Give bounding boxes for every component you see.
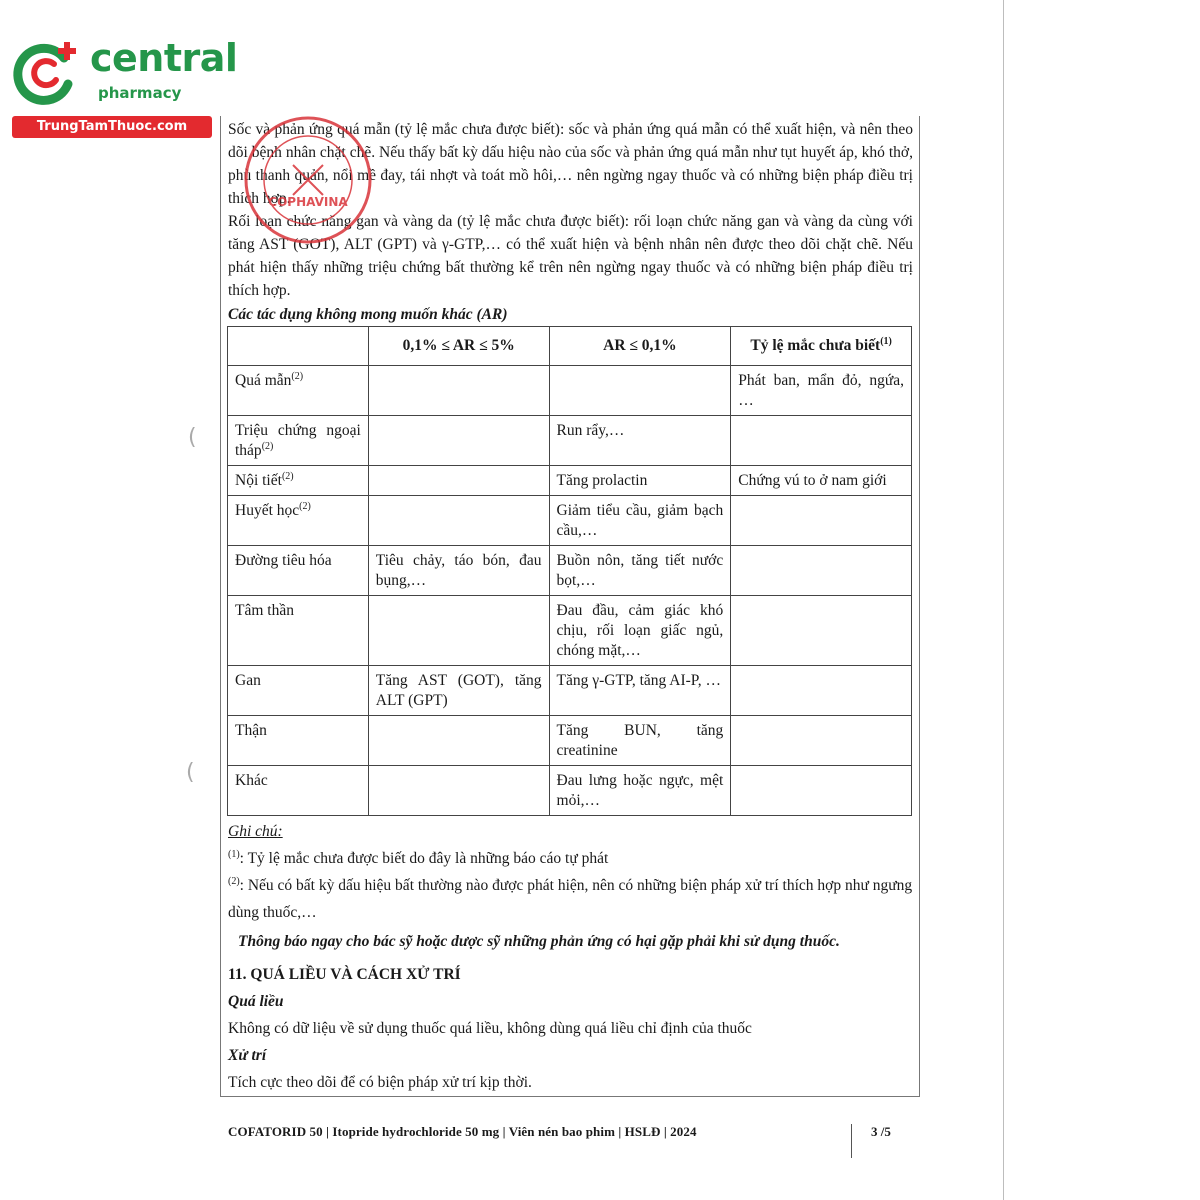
page-number: 3 /5 xyxy=(871,1124,891,1139)
cell-c1 xyxy=(368,466,549,496)
cell-c1 xyxy=(368,596,549,666)
note-1-ref: (1) xyxy=(228,848,240,860)
table-row xyxy=(228,496,912,546)
row-label-text: Nội tiết xyxy=(235,472,282,489)
header-empty xyxy=(228,327,369,366)
cell-c2: Tăng prolactin xyxy=(549,466,731,496)
adverse-reactions-table xyxy=(227,326,912,816)
row-label xyxy=(228,596,369,666)
footer-divider xyxy=(851,1124,852,1158)
row-label-text: Quá mẫn xyxy=(235,372,292,389)
table-row xyxy=(228,466,912,496)
row-label xyxy=(228,766,369,816)
ar-subheading: Các tác dụng không mong muốn khác (AR) xyxy=(228,306,508,323)
table-row xyxy=(228,546,912,596)
table-row xyxy=(228,716,912,766)
row-label xyxy=(228,466,369,496)
company-stamp xyxy=(238,110,378,250)
notes-title: Ghi chú: xyxy=(228,823,283,840)
cell-c2: Buồn nôn, tăng tiết nước bọt,… xyxy=(549,546,731,596)
row-label-text: Triệu chứng ngoại tháp xyxy=(235,422,361,459)
cell-c2 xyxy=(549,366,731,416)
row-label-text: Khác xyxy=(235,772,268,789)
footnote-ref: (2) xyxy=(299,500,311,512)
central-pharmacy-logo-icon xyxy=(12,40,80,108)
cell-c3 xyxy=(731,496,912,546)
overdose-text: Không có dữ liệu về sử dụng thuốc quá liều, không dùng quá liều chỉ định của thuốc xyxy=(228,1020,752,1037)
overdose-heading: Quá liều xyxy=(228,993,284,1010)
document-footer: COFATORID 50 | Itopride hydrochloride 50 mg | Viên nén bao phim | HSLĐ | 2024 xyxy=(228,1124,697,1139)
footnote-ref: (2) xyxy=(281,470,294,482)
binder-hole-icon: ( xyxy=(188,425,197,450)
header-ar-common: 0,1% ≤ AR ≤ 5% xyxy=(368,327,549,366)
table-row xyxy=(228,596,912,666)
notes-section xyxy=(228,818,913,1096)
row-label xyxy=(228,496,369,546)
note-2-ref: (2) xyxy=(228,875,240,887)
warning-text: Thông báo ngay cho bác sỹ hoặc dược sỹ những phản ứng có hại gặp phải khi sử dụng thuốc. xyxy=(238,933,840,950)
cell-c3 xyxy=(731,416,912,466)
row-label-text: Huyết học xyxy=(235,502,300,519)
row-label xyxy=(228,546,369,596)
logo-url[interactable]: TrungTamThuoc.com xyxy=(12,116,212,138)
header-ar-unknown-label: Tỷ lệ mắc chưa biết xyxy=(750,337,881,354)
cell-c1 xyxy=(368,416,549,466)
table-row xyxy=(228,416,912,466)
cell-c2: Đau lưng hoặc ngực, mệt mỏi,… xyxy=(549,766,731,816)
cell-c2: Giảm tiểu cầu, giảm bạch cầu,… xyxy=(549,496,731,546)
note-2-text: : Nếu có bất kỳ dấu hiệu bất thường nào được phát hiện, nên có những biện pháp xử trí thích hợp như ngưng dùng thuốc,… xyxy=(228,877,913,921)
cell-c3 xyxy=(731,666,912,716)
footnote-ref: (2) xyxy=(261,440,274,452)
note-2 xyxy=(228,872,913,926)
note-1-text: : Tỷ lệ mắc chưa được biết do đây là những báo cáo tự phát xyxy=(239,850,609,867)
row-label xyxy=(228,666,369,716)
shock-paragraph: Sốc và phản ứng quá mẫn (tỷ lệ mắc chưa được biết): sốc và phản ứng quá mẫn có thể xuất hiện, và nên theo dõi bệnh nhân chặt chẽ. Nếu thấy bất kỳ dấu hiệu nào của sốc và phản ứng quá mẫn như tụt huyết áp, khó thở, phù thanh quản, nổi mề đay, tái nhợt và toát mồ hôi,… nên ngừng ngay thuốc và có những biện pháp điều trị thích hợp. xyxy=(228,121,913,207)
table-row xyxy=(228,666,912,716)
binder-hole-icon: ( xyxy=(186,760,195,785)
cell-c1 xyxy=(368,496,549,546)
table-row xyxy=(228,366,912,416)
row-label xyxy=(228,366,369,416)
treatment-text: Tích cực theo dõi để có biện pháp xử trí kịp thời. xyxy=(228,1074,532,1091)
footnote-ref: (1) xyxy=(880,335,892,347)
section-11-title: 11. QUÁ LIỀU VÀ CÁCH XỬ TRÍ xyxy=(228,966,461,983)
cell-c2: Đau đầu, cảm giác khó chịu, rối loạn giấc ngủ, chóng mặt,… xyxy=(549,596,731,666)
row-label-text: Đường tiêu hóa xyxy=(235,552,332,569)
table-body xyxy=(228,366,912,816)
stamp-text: COPHAVINA xyxy=(268,195,348,209)
cell-c3 xyxy=(731,716,912,766)
cell-c3: Chứng vú to ở nam giới xyxy=(731,466,912,496)
cell-c1 xyxy=(368,716,549,766)
table-header-row xyxy=(228,327,912,366)
note-1 xyxy=(228,845,913,872)
treatment-heading: Xử trí xyxy=(228,1047,267,1064)
row-label-text: Gan xyxy=(235,672,261,689)
page-edge xyxy=(1003,0,1004,1200)
table-row xyxy=(228,766,912,816)
row-label-text: Tâm thần xyxy=(235,602,294,619)
row-label-text: Thận xyxy=(235,722,267,739)
cell-c1 xyxy=(368,366,549,416)
logo-subtitle: pharmacy xyxy=(98,84,182,102)
cell-c2: Run rẩy,… xyxy=(549,416,731,466)
footnote-ref: (2) xyxy=(291,370,304,382)
cell-c2: Tăng γ-GTP, tăng AI-P, … xyxy=(549,666,731,716)
cell-c1: Tiêu chảy, táo bón, đau bụng,… xyxy=(368,546,549,596)
cell-c2: Tăng BUN, tăng creatinine xyxy=(549,716,731,766)
header-ar-unknown xyxy=(731,327,912,366)
logo-name: central xyxy=(90,36,238,80)
cell-c3 xyxy=(731,546,912,596)
row-label xyxy=(228,716,369,766)
brand-logo[interactable] xyxy=(10,36,238,136)
cell-c1 xyxy=(368,766,549,816)
header-ar-rare: AR ≤ 0,1% xyxy=(549,327,731,366)
cell-c3: Phát ban, mẩn đỏ, ngứa, … xyxy=(731,366,912,416)
cell-c3 xyxy=(731,596,912,666)
liver-paragraph: Rối loạn chức năng gan và vàng da (tỷ lệ mắc chưa được biết): rối loạn chức năng gan và vàng da cùng với tăng AST (GOT), ALT (GPT) và γ-GTP,… có thể xuất hiện và bệnh nhân nên được theo dõi chặt chẽ. Nếu phát hiện thấy những triệu chứng bất thường kể trên nên ngừng ngay thuốc và có những biện pháp điều trị thích hợp. xyxy=(228,213,913,299)
cell-c1: Tăng AST (GOT), tăng ALT (GPT) xyxy=(368,666,549,716)
cell-c3 xyxy=(731,766,912,816)
row-label xyxy=(228,416,369,466)
